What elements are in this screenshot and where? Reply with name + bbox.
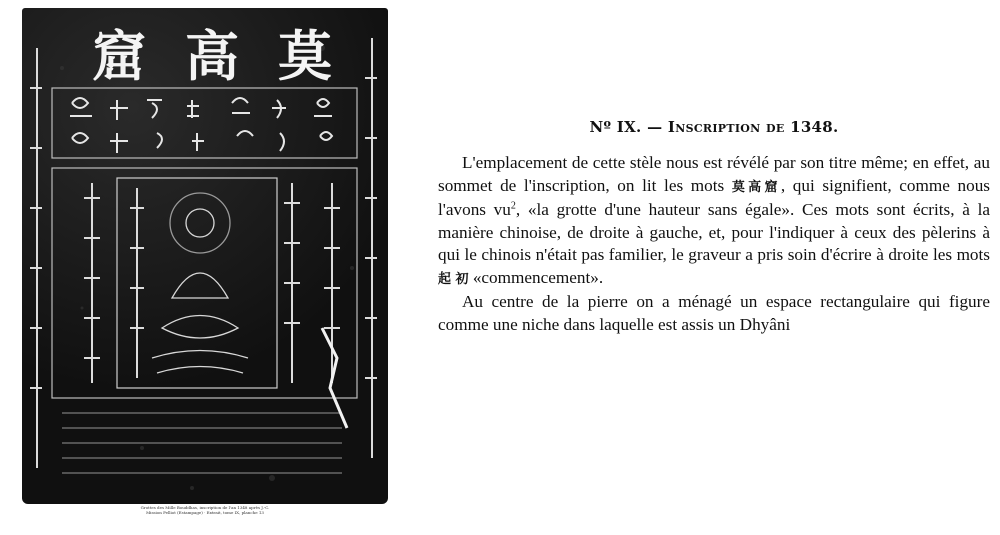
title-char-2: 高 xyxy=(185,25,239,88)
heading-number: Nº IX. — xyxy=(589,118,668,136)
para1-text-b: , qui signifient, comme nous l'avons vu xyxy=(438,175,990,219)
para1-text-c: , «la grotte d'une hauteur sans égale». Ces mots sont écrits, à la manière chinoise, de droite à gauche, et, pour l'indiquer à ceux des pèlerins à qui le chinois n'était pas familier, le graveur a pris soin d'écrire à droite les mots xyxy=(438,200,990,264)
plate-caption-line-2: Mission Pelliot (Estampage) · Extrait, tome IX, planche 13 xyxy=(146,510,264,515)
central-frame xyxy=(52,168,357,398)
dhyani-buddha-figure xyxy=(152,193,248,373)
plate-caption-line-1: Grottes des Mille Bouddhas, inscription de l'an 1348 après J.-C. xyxy=(140,505,270,510)
stele-title-characters xyxy=(92,14,332,91)
section-heading xyxy=(438,118,990,136)
text-page xyxy=(438,118,990,336)
footnote-ref: 2 xyxy=(510,200,516,212)
paragraph-1 xyxy=(438,152,990,291)
para1-text-a: L'emplacement de cette stèle nous est révélé par son titre même; en effet, au sommet de l'inscription, on lit les mots xyxy=(438,153,990,195)
rubbing-texture xyxy=(60,37,354,491)
chinese-title-term: 莫高窟 xyxy=(731,179,781,195)
chinese-commencement-term: 起 初 xyxy=(438,271,469,287)
title-char-1: 窟 xyxy=(92,25,146,88)
tibetan-script-band xyxy=(70,98,332,153)
plate-caption xyxy=(20,505,390,515)
heading-title: Inscription de xyxy=(667,118,791,136)
stele-rubbing-plate xyxy=(20,8,390,520)
body-text xyxy=(438,152,990,336)
lower-inscription xyxy=(62,413,342,473)
heading-year: 1348. xyxy=(790,118,839,136)
paragraph-2: Au centre de la pierre on a ménagé un espace rectangulaire qui figure comme une niche dans laquelle est assis un Dhyâni xyxy=(438,292,990,334)
tibetan-band-frame xyxy=(52,88,357,158)
title-char-3: 莫 xyxy=(278,25,332,88)
para1-text-d: «commencement». xyxy=(468,267,604,287)
stele-rubbing-image xyxy=(22,8,388,504)
